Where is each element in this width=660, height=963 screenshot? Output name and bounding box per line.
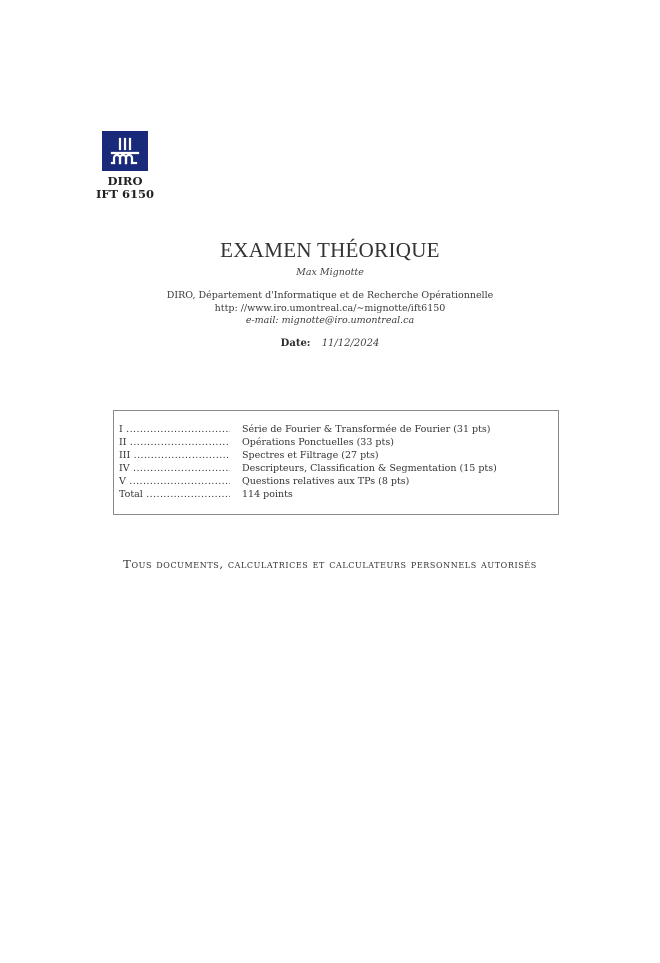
email-link[interactable]: mignotte@iro.umontreal.ca bbox=[281, 315, 415, 326]
section-number: II ..... bbox=[119, 437, 230, 450]
affiliation-line: DIRO, Département d'Informatique et de Recherche Opérationnelle bbox=[166, 290, 494, 301]
logo-text-diro: DIRO bbox=[107, 174, 143, 188]
affiliation-block bbox=[0, 290, 660, 328]
section-number: III ..... bbox=[119, 450, 230, 463]
email-label: e-mail: bbox=[245, 315, 279, 326]
total-label: Total ..... bbox=[119, 489, 230, 502]
logo-text-course: IFT 6150 bbox=[95, 187, 155, 201]
section-description: Descripteurs, Classification & Segmentation (15 pts) bbox=[242, 463, 497, 474]
section-row bbox=[119, 437, 555, 450]
date-value: 11/12/2024 bbox=[321, 338, 380, 349]
section-number: IV ..... bbox=[119, 463, 230, 476]
section-description: Série de Fourier & Transformée de Fourier (31 pts) bbox=[242, 424, 491, 435]
total-points: 114 points bbox=[242, 489, 293, 500]
author-name: Max Mignotte bbox=[296, 267, 364, 278]
section-row bbox=[119, 450, 555, 463]
section-description: Spectres et Filtrage (27 pts) bbox=[242, 450, 379, 461]
sections-table bbox=[113, 410, 559, 515]
section-row bbox=[119, 424, 555, 437]
date-label: Date: bbox=[280, 338, 311, 349]
email-line bbox=[0, 315, 660, 328]
exam-instructions: Tous documents, calculatrices et calculateurs personnels autorisés bbox=[123, 557, 537, 571]
section-description: Questions relatives aux TPs (8 pts) bbox=[242, 476, 410, 487]
exam-title: EXAMEN THÉORIQUE bbox=[220, 238, 440, 262]
total-row bbox=[119, 489, 555, 502]
section-row bbox=[119, 476, 555, 489]
web-link[interactable]: http: //www.iro.umontreal.ca/∼mignotte/ift6150 bbox=[214, 302, 446, 314]
institution-logo-block bbox=[93, 131, 157, 201]
exam-date bbox=[0, 338, 660, 349]
section-description: Opérations Ponctuelles (33 pts) bbox=[242, 437, 394, 448]
section-row bbox=[119, 463, 555, 476]
section-number: I ..... bbox=[119, 424, 230, 437]
diro-logo-icon bbox=[102, 131, 148, 171]
section-number: V ..... bbox=[119, 476, 230, 489]
